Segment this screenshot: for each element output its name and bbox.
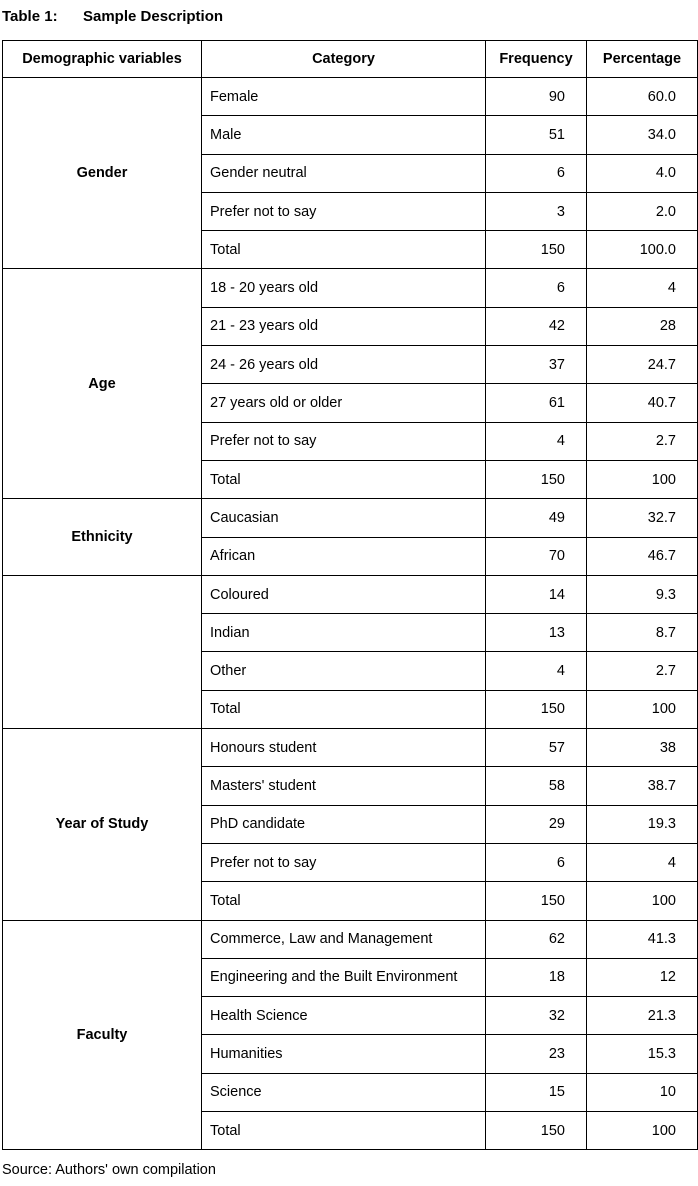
frequency-cell: 49 (486, 499, 587, 537)
category-cell: Other (202, 652, 486, 690)
table-number: Table 1: (2, 8, 58, 25)
percentage-cell: 100 (587, 882, 698, 920)
frequency-cell: 6 (486, 269, 587, 307)
percentage-cell: 28 (587, 307, 698, 345)
percentage-cell: 38.7 (587, 767, 698, 805)
percentage-cell: 100.0 (587, 231, 698, 269)
frequency-cell: 23 (486, 1035, 587, 1073)
source-note: Source: Authors' own compilation (2, 1162, 216, 1179)
category-cell: Total (202, 1112, 486, 1150)
category-cell: Masters' student (202, 767, 486, 805)
percentage-cell: 32.7 (587, 499, 698, 537)
frequency-cell: 57 (486, 729, 587, 767)
frequency-cell: 70 (486, 537, 587, 575)
percentage-cell: 46.7 (587, 537, 698, 575)
table-body (3, 78, 698, 1150)
percentage-cell: 100 (587, 690, 698, 728)
variable-cell: Ethnicity (3, 499, 202, 576)
category-cell: Total (202, 231, 486, 269)
percentage-cell: 4 (587, 269, 698, 307)
frequency-cell: 51 (486, 116, 587, 154)
frequency-cell: 13 (486, 614, 587, 652)
percentage-cell: 100 (587, 1112, 698, 1150)
frequency-cell: 3 (486, 192, 587, 230)
frequency-cell: 14 (486, 575, 587, 613)
percentage-cell: 21.3 (587, 997, 698, 1035)
percentage-cell: 100 (587, 460, 698, 498)
header-category: Category (202, 41, 486, 78)
frequency-cell: 6 (486, 154, 587, 192)
frequency-cell: 150 (486, 231, 587, 269)
percentage-cell: 9.3 (587, 575, 698, 613)
table-row (3, 729, 698, 767)
variable-cell: Age (3, 269, 202, 499)
frequency-cell: 58 (486, 767, 587, 805)
percentage-cell: 12 (587, 958, 698, 996)
frequency-cell: 6 (486, 843, 587, 881)
frequency-cell: 150 (486, 690, 587, 728)
frequency-cell: 37 (486, 346, 587, 384)
category-cell: Engineering and the Built Environment (202, 958, 486, 996)
frequency-cell: 4 (486, 652, 587, 690)
category-cell: Science (202, 1073, 486, 1111)
header-percentage: Percentage (587, 41, 698, 78)
category-cell: Caucasian (202, 499, 486, 537)
table-row (3, 269, 698, 307)
frequency-cell: 90 (486, 78, 587, 116)
table-row (3, 575, 698, 613)
frequency-cell: 18 (486, 958, 587, 996)
frequency-cell: 150 (486, 460, 587, 498)
category-cell: Humanities (202, 1035, 486, 1073)
frequency-cell: 29 (486, 805, 587, 843)
frequency-cell: 32 (486, 997, 587, 1035)
category-cell: Total (202, 882, 486, 920)
frequency-cell: 150 (486, 882, 587, 920)
category-cell: 27 years old or older (202, 384, 486, 422)
category-cell: Health Science (202, 997, 486, 1035)
header-demographic-variables: Demographic variables (3, 41, 202, 78)
category-cell: 24 - 26 years old (202, 346, 486, 384)
category-cell: Coloured (202, 575, 486, 613)
variable-cell: Gender (3, 78, 202, 269)
category-cell: African (202, 537, 486, 575)
category-cell: Indian (202, 614, 486, 652)
percentage-cell: 2.0 (587, 192, 698, 230)
percentage-cell: 4.0 (587, 154, 698, 192)
header-frequency: Frequency (486, 41, 587, 78)
header-row (3, 41, 698, 78)
percentage-cell: 41.3 (587, 920, 698, 958)
category-cell: Prefer not to say (202, 422, 486, 460)
frequency-cell: 15 (486, 1073, 587, 1111)
table-row (3, 499, 698, 537)
category-cell: Honours student (202, 729, 486, 767)
frequency-cell: 62 (486, 920, 587, 958)
percentage-cell: 2.7 (587, 652, 698, 690)
variable-cell: Faculty (3, 920, 202, 1150)
table-title: Sample Description (83, 8, 224, 25)
percentage-cell: 24.7 (587, 346, 698, 384)
category-cell: Commerce, Law and Management (202, 920, 486, 958)
percentage-cell: 8.7 (587, 614, 698, 652)
table-row (3, 920, 698, 958)
category-cell: PhD candidate (202, 805, 486, 843)
percentage-cell: 38 (587, 729, 698, 767)
category-cell: Male (202, 116, 486, 154)
category-cell: Prefer not to say (202, 192, 486, 230)
variable-cell: Year of Study (3, 729, 202, 920)
category-cell: 18 - 20 years old (202, 269, 486, 307)
category-cell: Total (202, 460, 486, 498)
percentage-cell: 2.7 (587, 422, 698, 460)
variable-cell (3, 575, 202, 728)
category-cell: Total (202, 690, 486, 728)
frequency-cell: 61 (486, 384, 587, 422)
table-caption (2, 7, 697, 26)
category-cell: 21 - 23 years old (202, 307, 486, 345)
percentage-cell: 34.0 (587, 116, 698, 154)
table-row (3, 78, 698, 116)
category-cell: Female (202, 78, 486, 116)
percentage-cell: 60.0 (587, 78, 698, 116)
category-cell: Prefer not to say (202, 843, 486, 881)
percentage-cell: 15.3 (587, 1035, 698, 1073)
frequency-cell: 42 (486, 307, 587, 345)
sample-description-table (2, 40, 698, 1150)
frequency-cell: 4 (486, 422, 587, 460)
percentage-cell: 40.7 (587, 384, 698, 422)
category-cell: Gender neutral (202, 154, 486, 192)
frequency-cell: 150 (486, 1112, 587, 1150)
percentage-cell: 10 (587, 1073, 698, 1111)
percentage-cell: 19.3 (587, 805, 698, 843)
percentage-cell: 4 (587, 843, 698, 881)
